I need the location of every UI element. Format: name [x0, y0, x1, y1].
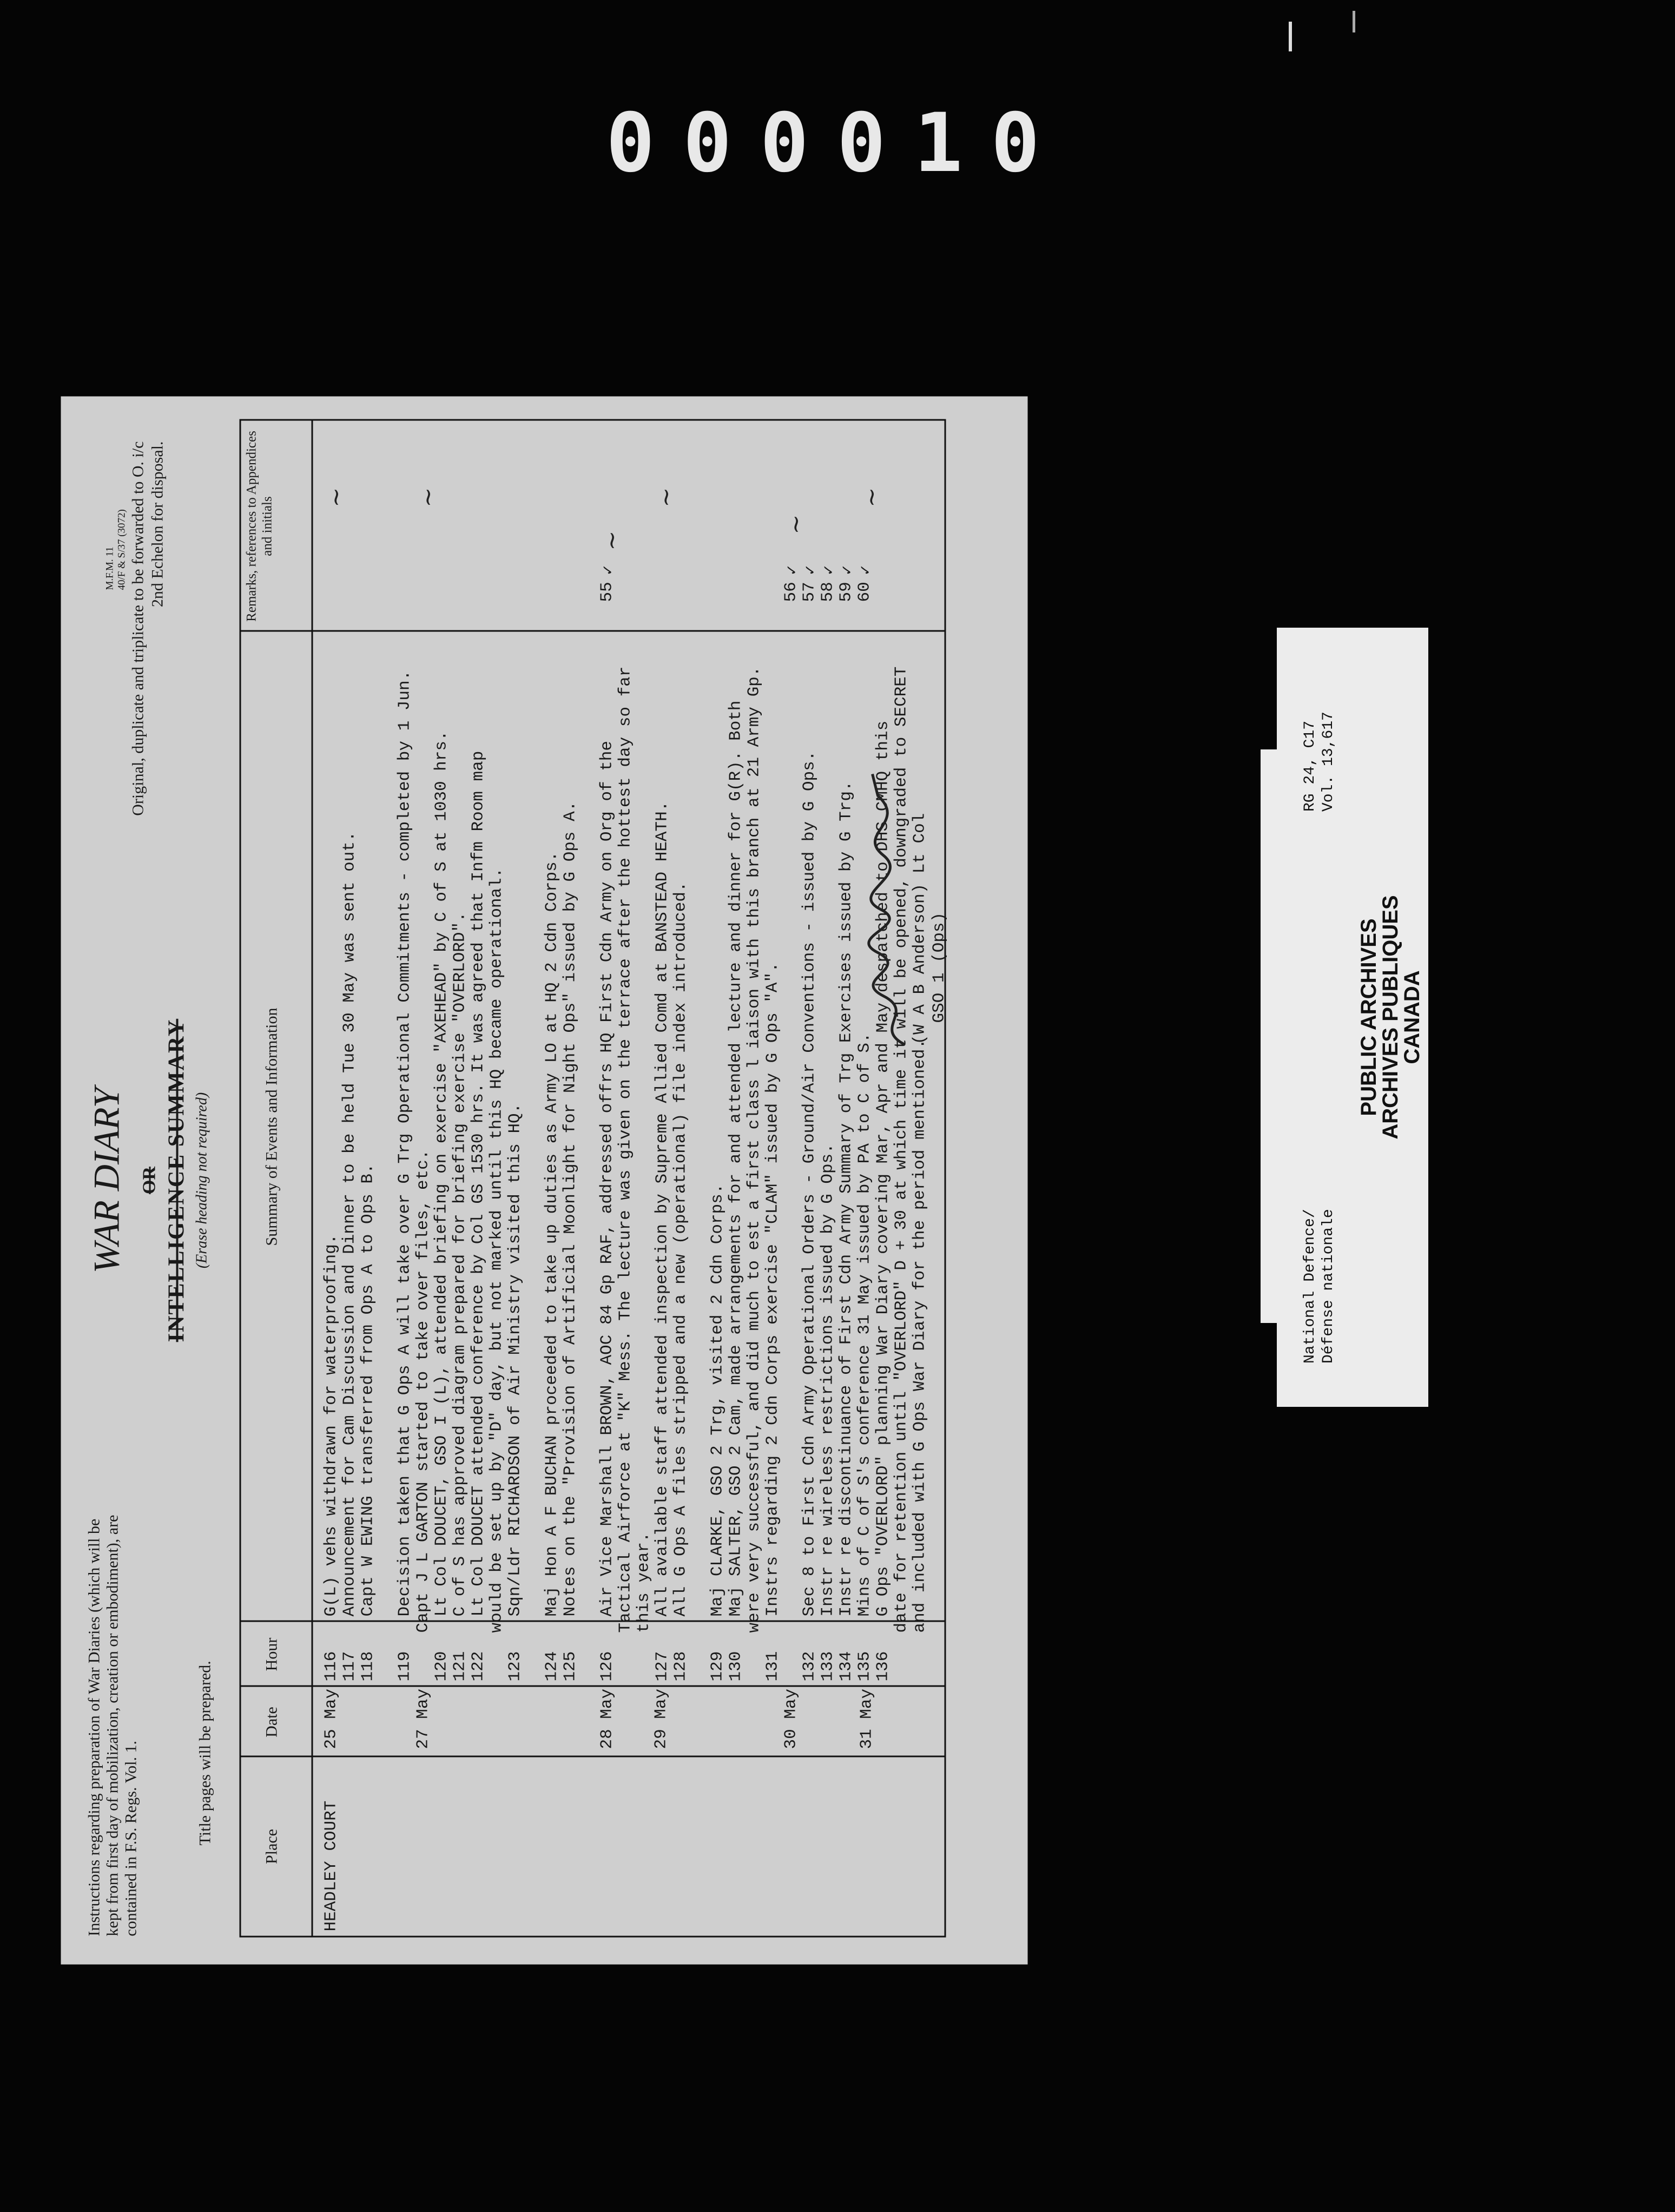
- archives-stamp-line: CANADA: [1400, 970, 1424, 1064]
- film-mark: [1353, 11, 1355, 32]
- entry-text: were very successful, and did much to est a first class l iaison with this branch at 21 Army Gp.: [744, 666, 763, 1632]
- film-mark: [1289, 22, 1292, 51]
- entry-number: 125: [560, 1651, 579, 1681]
- entry-number: 130: [726, 1651, 745, 1681]
- entry-number: 135: [855, 1651, 874, 1681]
- entry-number: 134: [836, 1651, 855, 1681]
- column-header-date: Date: [262, 1706, 280, 1737]
- entry-text: Announcement for Cam Discussion and Dinner to be held Tue 30 May was sent out.: [340, 831, 359, 1616]
- check-mark: ✓: [783, 564, 802, 575]
- entry-number: 119: [395, 1651, 414, 1681]
- check-mark: ✓: [857, 564, 875, 575]
- archive-label: [1277, 628, 1428, 1407]
- entry-text: G Ops "OVERLORD" planning War Diary covering Mar, Apr and May despatched to DHS CMHQ this: [873, 720, 892, 1616]
- entry-number: 127: [652, 1651, 671, 1681]
- entry-text: Instr re discontinuance of First Cdn Army Summary of Trg Exercises issued by G Trg.: [836, 780, 855, 1616]
- entry-text: and included with G Ops War Diary for the period mentioned.: [910, 1038, 929, 1632]
- handwritten-initials: ~: [598, 530, 625, 550]
- entry-number: 121: [450, 1651, 469, 1681]
- entry-text: Lt Col DOUCET, GSO I (L), attended briefing on exercise "AXEHEAD" by C of S at 1030 hrs.: [432, 730, 451, 1616]
- handwritten-initials: ~: [414, 487, 441, 507]
- archives-stamp-line: PUBLIC ARCHIVES: [1357, 918, 1381, 1116]
- entry-text: Decision taken that G Ops A will take over G Trg Operational Commitments - completed by 1 Jun.: [395, 670, 414, 1616]
- label-backing: [1261, 749, 1277, 1323]
- place-cell: HEADLEY COURT: [321, 1800, 340, 1931]
- entry-text: date for retention until "OVERLORD" D + 30 at which time it will be opened, downgraded to SECRET: [892, 666, 911, 1632]
- entry-number: 116: [321, 1651, 340, 1681]
- entry-number: 123: [505, 1651, 524, 1681]
- form-number: [104, 509, 128, 590]
- entry-number: 129: [708, 1651, 727, 1681]
- war-diary-sheet: [61, 396, 1027, 1964]
- signature-title: GSO 1 (Ops): [929, 912, 948, 1023]
- entry-text: Notes on the "Provision of Artificial Moonlight for Night Ops" issued by G Ops A.: [560, 801, 579, 1616]
- record-group-line: RG 24, C17: [1302, 720, 1318, 812]
- department-line: National Defence/: [1302, 1209, 1318, 1364]
- handwritten-initials: ~: [652, 487, 680, 507]
- entry-text: All G Ops A files stripped and a new (operational) file index introduced.: [671, 881, 690, 1616]
- entry-number: 133: [818, 1651, 837, 1681]
- instructions-note: Instructions regarding preparation of War Diaries (which will be kept from first day of mobilization, creation or embodiment), are contained in F.S. Regs. Vol. 1.: [85, 1515, 140, 1936]
- department-text: [1301, 1209, 1338, 1364]
- archives-stamp: [1358, 628, 1423, 1407]
- entry-text: C of S has approved diagram prepared for briefing exercise "OVERLORD".: [450, 911, 469, 1616]
- copies-note: Original, duplicate and triplicate to be forwarded to O. i/c 2nd Echelon for disposal.: [129, 441, 166, 816]
- date-cell: 28 May: [597, 1688, 616, 1749]
- archives-stamp-line: ARCHIVES PUBLIQUES: [1379, 895, 1402, 1140]
- appendix-ref: 60: [855, 581, 874, 602]
- form-number-line: M.F.M. 11: [104, 546, 115, 590]
- entry-number: 136: [873, 1651, 892, 1681]
- or-word: OR: [139, 1166, 159, 1194]
- check-mark: ✓: [839, 564, 857, 575]
- entry-text: Sqn/Ldr RICHARDSON of Air Ministry visited this HQ.: [505, 1103, 524, 1616]
- intelligence-summary-heading: INTELLIGENCE SUMMARY: [164, 1018, 189, 1342]
- diary-table: [239, 419, 946, 1937]
- check-mark: ✓: [599, 564, 618, 575]
- entry-text: Air Vice Marshall BROWN, AOC 84 Gp RAF, addressed offrs HQ First Cdn Army on Org of the: [597, 740, 616, 1616]
- department-line: Défense nationale: [1320, 1209, 1337, 1364]
- appendix-ref: 55: [597, 581, 616, 602]
- entry-text: Sec 8 to First Cdn Army Operational Orders - Ground/Air Conventions - issued by G Ops.: [800, 751, 819, 1616]
- date-cell: 29 May: [651, 1688, 670, 1749]
- entry-number: 118: [358, 1651, 377, 1681]
- diary-title: WAR DIARY: [85, 1087, 127, 1273]
- volume-line: Vol. 13,617: [1320, 712, 1337, 812]
- entry-text: Instrs regarding 2 Cdn Corps exercise "CLAM" issued by G Ops "A".: [763, 962, 782, 1616]
- erase-note: (Erase heading not required): [193, 1092, 210, 1268]
- entry-text: Maj SALTER, GSO 2 Cam, made arrangements for and attended lecture and dinner for G(R). Both: [726, 700, 745, 1616]
- date-cell: 25 May: [321, 1688, 340, 1749]
- entry-number: 132: [800, 1651, 819, 1681]
- entry-text: Capt J L GARTON started to take over files, etc.: [413, 1149, 432, 1632]
- entry-text: Mins of C of S's conference 31 May issued by PA to C of S.: [855, 1032, 874, 1616]
- entry-text: All available staff attended inspection by Supreme Allied Comd at BANSTEAD HEATH.: [652, 801, 671, 1616]
- appendix-ref: 59: [836, 581, 855, 602]
- entry-text: Maj CLARKE, GSO 2 Trg, visited 2 Cdn Corps.: [708, 1183, 727, 1616]
- appendix-ref: 56: [781, 581, 800, 602]
- entry-text: Maj Hon A F BUCHAN proceeded to take up duties as Army LO at HQ 2 Cdn Corps.: [542, 851, 561, 1616]
- date-cell: 31 May: [857, 1688, 876, 1749]
- column-header-place: Place: [262, 1828, 280, 1864]
- archive-label-content: [1277, 628, 1428, 1407]
- signature-name: (W A B Anderson) Lt Col: [910, 813, 929, 1044]
- handwritten-signature: [861, 768, 921, 1050]
- title-pages-note: Title pages will be prepared.: [196, 1660, 214, 1845]
- entry-number: 124: [542, 1651, 561, 1681]
- handwritten-initials: ~: [322, 487, 349, 507]
- frame-number: 000010: [606, 96, 1068, 190]
- entry-text: Tactical Airforce at "K" Mess. The lecture was given on the terrace after the hottest day so far: [616, 666, 635, 1632]
- war-diary-page: [61, 396, 1027, 1964]
- entry-number: 120: [432, 1651, 451, 1681]
- entry-number: 122: [469, 1651, 487, 1681]
- date-cell: 27 May: [413, 1688, 432, 1749]
- entry-text: Instr re wireless restrictions issued by G Ops.: [818, 1143, 837, 1616]
- entry-text: G(L) vehs withdrawn for waterproofing.: [321, 1234, 340, 1616]
- check-mark: ✓: [802, 564, 820, 575]
- form-number-line: 40/F & S/37 (3072): [116, 509, 127, 590]
- entry-number: 117: [340, 1651, 359, 1681]
- entry-text: Lt Col DOUCET attended conference by Col GS 1530 hrs. It was agreed that Infm Room map: [469, 751, 487, 1616]
- entry-number: 128: [671, 1651, 690, 1681]
- appendix-ref: 57: [800, 581, 819, 602]
- date-cell: 30 May: [781, 1688, 800, 1749]
- appendix-ref: 58: [818, 581, 837, 602]
- column-header-hour: Hour: [262, 1637, 280, 1671]
- handwritten-initials: ~: [858, 487, 885, 507]
- entry-number: 126: [597, 1651, 616, 1681]
- record-group-text: [1301, 712, 1338, 812]
- entry-text: would be set up by "D" day, but not marked until this HQ became operational.: [487, 867, 506, 1632]
- entry-number: 131: [763, 1651, 782, 1681]
- handwritten-initials: ~: [782, 514, 809, 534]
- column-header-remarks: Remarks, references to Appendices and initials: [244, 430, 274, 622]
- entry-text: this year.: [634, 1531, 653, 1632]
- column-header-summary: Summary of Events and Information: [262, 1008, 280, 1246]
- check-mark: ✓: [820, 564, 839, 575]
- entry-text: Capt W EWING transferred from Ops A to Ops B.: [358, 1163, 377, 1616]
